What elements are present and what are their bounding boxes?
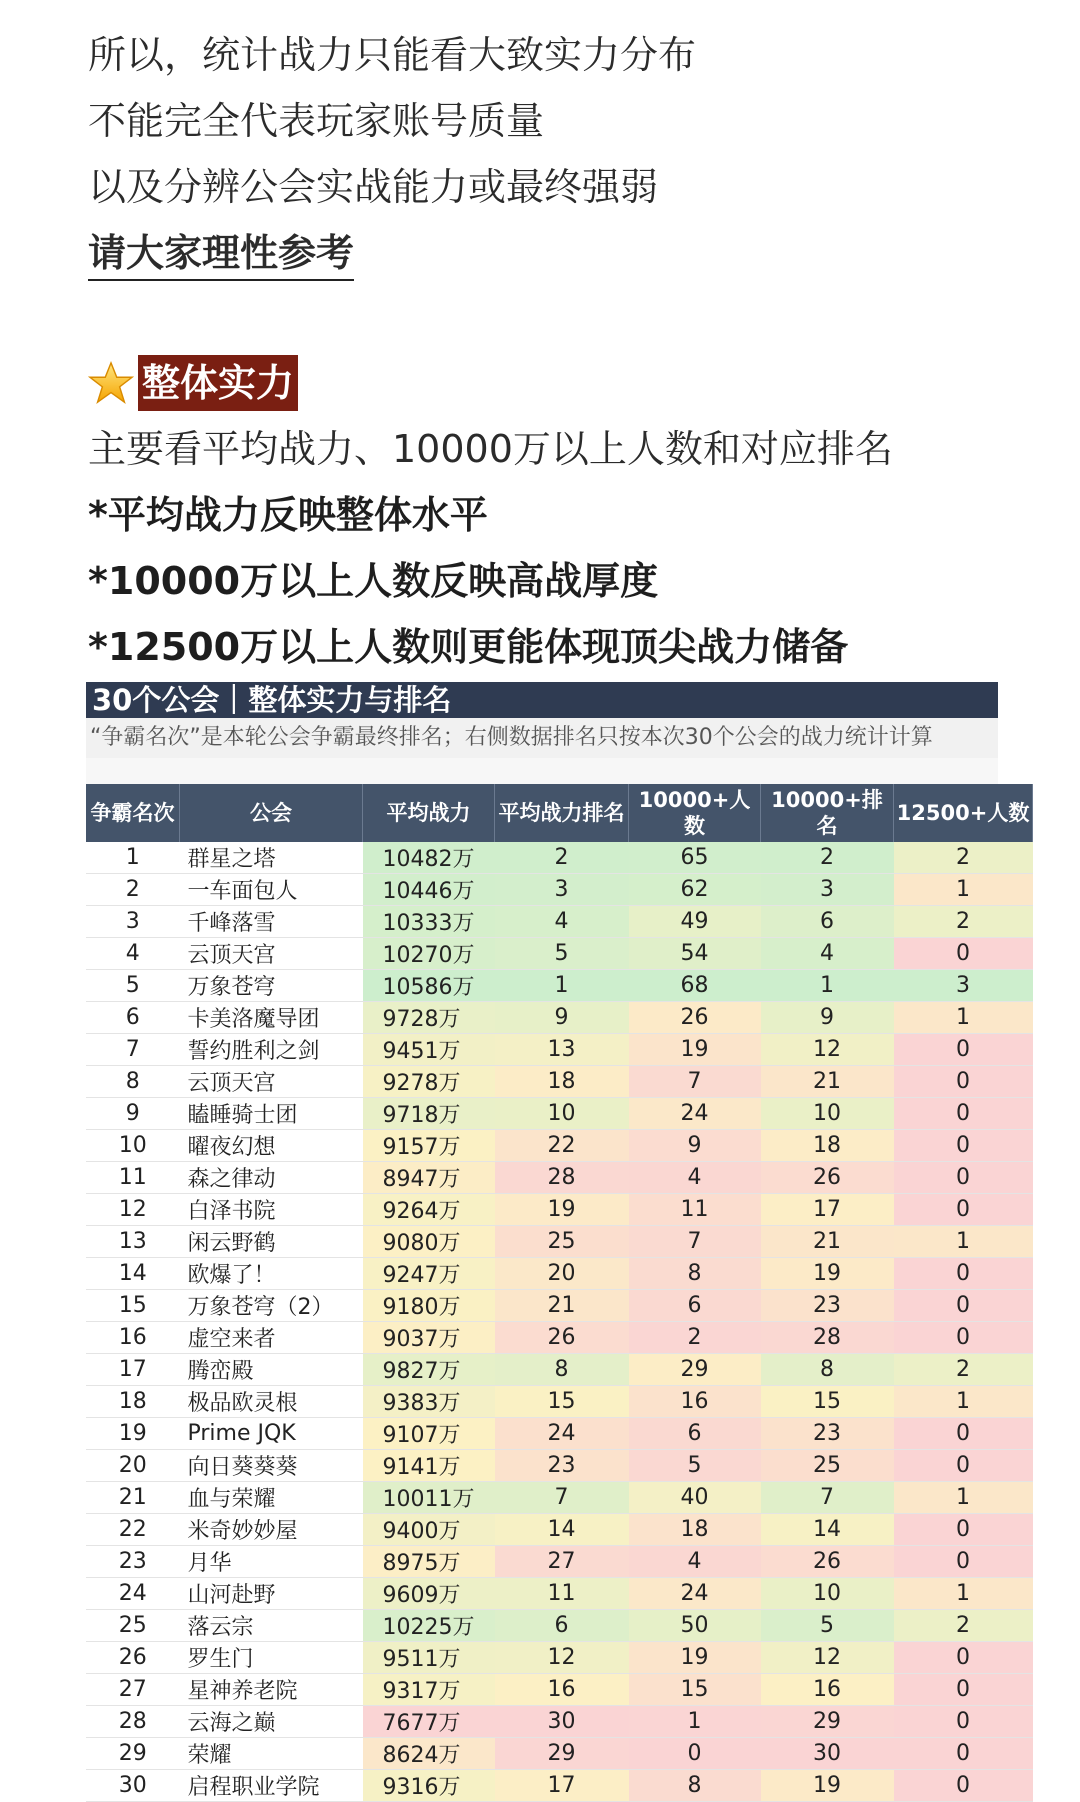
cell-rank: 20 (86, 1450, 180, 1482)
cell-12500-count: 0 (894, 1034, 1033, 1066)
table-row (86, 1002, 1033, 1034)
cell-12500-count: 0 (894, 1098, 1033, 1130)
intro-line-2: 不能完全代表玩家账号质量 (88, 99, 545, 143)
cell-average-power-rank: 13 (495, 1034, 629, 1066)
cell-average-power: 10011万 (363, 1482, 495, 1514)
table-row (86, 1610, 1033, 1642)
cell-average-power: 9317万 (363, 1674, 495, 1706)
cell-average-power: 9511万 (363, 1642, 495, 1674)
cell-10000-count: 4 (629, 1162, 761, 1194)
cell-10000-rank: 16 (761, 1674, 894, 1706)
cell-average-power: 9609万 (363, 1578, 495, 1610)
cell-rank: 21 (86, 1482, 180, 1514)
table-row (86, 1098, 1033, 1130)
cell-guild: Prime JQK (180, 1418, 363, 1450)
cell-10000-count: 5 (629, 1450, 761, 1482)
cell-average-power-rank: 11 (495, 1578, 629, 1610)
cell-10000-rank: 14 (761, 1514, 894, 1546)
table-row (86, 1162, 1033, 1194)
cell-10000-rank: 9 (761, 1002, 894, 1034)
cell-average-power-rank: 21 (495, 1290, 629, 1322)
cell-average-power-rank: 19 (495, 1194, 629, 1226)
cell-12500-count: 0 (894, 1514, 1033, 1546)
cell-10000-count: 26 (629, 1002, 761, 1034)
cell-guild: 卡美洛魔导团 (180, 1002, 363, 1034)
cell-10000-rank: 12 (761, 1642, 894, 1674)
cell-10000-rank: 23 (761, 1418, 894, 1450)
cell-10000-count: 18 (629, 1514, 761, 1546)
table-row (86, 1418, 1033, 1450)
cell-guild: 云顶天宫 (180, 1066, 363, 1098)
table-row (86, 1450, 1033, 1482)
cell-average-power: 9247万 (363, 1258, 495, 1290)
cell-average-power: 9728万 (363, 1002, 495, 1034)
cell-10000-rank: 5 (761, 1610, 894, 1642)
cell-10000-count: 7 (629, 1226, 761, 1258)
table-title: 30个公会｜整体实力与排名 (86, 682, 998, 718)
cell-average-power: 10482万 (363, 842, 495, 874)
cell-average-power: 9141万 (363, 1450, 495, 1482)
cell-average-power-rank: 18 (495, 1066, 629, 1098)
cell-12500-count: 0 (894, 1290, 1033, 1322)
guild-ranking-table (86, 682, 1030, 1800)
cell-rank: 14 (86, 1258, 180, 1290)
table-row (86, 906, 1033, 938)
emphasis-note: 请大家理性参考 (88, 227, 354, 281)
cell-10000-count: 24 (629, 1578, 761, 1610)
cell-10000-count: 7 (629, 1066, 761, 1098)
cell-guild: 森之律动 (180, 1162, 363, 1194)
cell-10000-rank: 6 (761, 906, 894, 938)
intro-line-1: 所以，统计战力只能看大致实力分布 (88, 33, 697, 77)
cell-10000-count: 16 (629, 1386, 761, 1418)
cell-average-power: 9400万 (363, 1514, 495, 1546)
cell-rank: 19 (86, 1418, 180, 1450)
header-rank: 争霸名次 (86, 784, 180, 842)
cell-average-power-rank: 20 (495, 1258, 629, 1290)
cell-10000-rank: 1 (761, 970, 894, 1002)
cell-guild: 万象苍穹 (180, 970, 363, 1002)
cell-12500-count: 1 (894, 1482, 1033, 1514)
cell-12500-count: 0 (894, 1738, 1033, 1770)
table-row (86, 1130, 1033, 1162)
cell-rank: 1 (86, 842, 180, 874)
cell-rank: 13 (86, 1226, 180, 1258)
cell-10000-count: 8 (629, 1258, 761, 1290)
cell-rank: 6 (86, 1002, 180, 1034)
cell-guild: 星神养老院 (180, 1674, 363, 1706)
cell-10000-rank: 12 (761, 1034, 894, 1066)
cell-guild: 瞌睡骑士团 (180, 1098, 363, 1130)
cell-rank: 12 (86, 1194, 180, 1226)
cell-rank: 9 (86, 1098, 180, 1130)
table-row (86, 1642, 1033, 1674)
cell-guild: 白泽书院 (180, 1194, 363, 1226)
cell-12500-count: 0 (894, 1418, 1033, 1450)
cell-guild: 千峰落雪 (180, 906, 363, 938)
cell-rank: 5 (86, 970, 180, 1002)
cell-10000-rank: 21 (761, 1226, 894, 1258)
table-row (86, 842, 1033, 874)
cell-average-power: 10586万 (363, 970, 495, 1002)
table-row (86, 874, 1033, 906)
header-12500-count: 12500+人数 (894, 784, 1033, 842)
cell-12500-count: 0 (894, 1258, 1033, 1290)
cell-guild: 虚空来者 (180, 1322, 363, 1354)
cell-10000-rank: 19 (761, 1258, 894, 1290)
cell-rank: 4 (86, 938, 180, 970)
cell-10000-rank: 29 (761, 1706, 894, 1738)
cell-10000-rank: 10 (761, 1098, 894, 1130)
cell-10000-rank: 10 (761, 1578, 894, 1610)
cell-10000-count: 19 (629, 1034, 761, 1066)
cell-average-power-rank: 1 (495, 970, 629, 1002)
cell-10000-rank: 17 (761, 1194, 894, 1226)
cell-average-power: 10225万 (363, 1610, 495, 1642)
cell-10000-count: 62 (629, 874, 761, 906)
intro-text (88, 22, 696, 286)
cell-guild: 血与荣耀 (180, 1482, 363, 1514)
cell-average-power: 8947万 (363, 1162, 495, 1194)
cell-guild: 群星之塔 (180, 842, 363, 874)
section-title: 整体实力 (138, 355, 298, 411)
cell-average-power-rank: 10 (495, 1098, 629, 1130)
table-row (86, 1386, 1033, 1418)
table-row (86, 1226, 1033, 1258)
cell-10000-count: 2 (629, 1322, 761, 1354)
cell-average-power: 8624万 (363, 1738, 495, 1770)
table-row (86, 970, 1033, 1002)
cell-10000-count: 49 (629, 906, 761, 938)
table-row (86, 1738, 1033, 1770)
cell-10000-count: 1 (629, 1706, 761, 1738)
cell-average-power: 9827万 (363, 1354, 495, 1386)
cell-10000-rank: 28 (761, 1322, 894, 1354)
cell-average-power: 9037万 (363, 1322, 495, 1354)
table-row (86, 1258, 1033, 1290)
cell-10000-rank: 30 (761, 1738, 894, 1770)
cell-average-power-rank: 8 (495, 1354, 629, 1386)
cell-guild: 誓约胜利之剑 (180, 1034, 363, 1066)
cell-average-power-rank: 12 (495, 1642, 629, 1674)
star-icon (88, 360, 134, 406)
table-row (86, 1546, 1033, 1578)
cell-average-power-rank: 6 (495, 1610, 629, 1642)
table-row (86, 1290, 1033, 1322)
cell-rank: 11 (86, 1162, 180, 1194)
table-row (86, 1322, 1033, 1354)
cell-rank: 26 (86, 1642, 180, 1674)
note-12500-count: *12500万以上人数则更能体现顶尖战力储备 (88, 625, 849, 669)
cell-12500-count: 0 (894, 1642, 1033, 1674)
cell-10000-count: 11 (629, 1194, 761, 1226)
cell-guild: 腾峦殿 (180, 1354, 363, 1386)
cell-12500-count: 1 (894, 1386, 1033, 1418)
cell-rank: 24 (86, 1578, 180, 1610)
cell-10000-rank: 23 (761, 1290, 894, 1322)
cell-10000-rank: 4 (761, 938, 894, 970)
cell-10000-rank: 8 (761, 1354, 894, 1386)
cell-average-power-rank: 30 (495, 1706, 629, 1738)
header-10000-count: 10000+人数 (629, 784, 761, 842)
cell-average-power: 9718万 (363, 1098, 495, 1130)
cell-10000-count: 68 (629, 970, 761, 1002)
cell-average-power: 10446万 (363, 874, 495, 906)
cell-12500-count: 2 (894, 842, 1033, 874)
cell-12500-count: 0 (894, 1194, 1033, 1226)
cell-average-power-rank: 22 (495, 1130, 629, 1162)
cell-guild: 万象苍穹（2） (180, 1290, 363, 1322)
intro-line-3: 以及分辨公会实战能力或最终强弱 (88, 165, 659, 209)
table-note: “争霸名次”是本轮公会争霸最终排名；右侧数据排名只按本次30个公会的战力统计计算 (86, 718, 998, 758)
cell-average-power-rank: 15 (495, 1386, 629, 1418)
cell-rank: 2 (86, 874, 180, 906)
cell-average-power-rank: 3 (495, 874, 629, 906)
cell-guild: 欧爆了！ (180, 1258, 363, 1290)
section-subtitle: 主要看平均战力、10000万以上人数和对应排名 (88, 427, 893, 471)
cell-average-power-rank: 4 (495, 906, 629, 938)
cell-12500-count: 1 (894, 1226, 1033, 1258)
table-row (86, 1674, 1033, 1706)
cell-12500-count: 0 (894, 1674, 1033, 1706)
cell-10000-rank: 26 (761, 1546, 894, 1578)
overall-strength-section (88, 350, 893, 680)
cell-12500-count: 3 (894, 970, 1033, 1002)
cell-rank: 22 (86, 1514, 180, 1546)
cell-12500-count: 2 (894, 906, 1033, 938)
cell-10000-rank: 3 (761, 874, 894, 906)
cell-average-power: 7677万 (363, 1706, 495, 1738)
cell-average-power-rank: 23 (495, 1450, 629, 1482)
cell-rank: 7 (86, 1034, 180, 1066)
cell-10000-count: 54 (629, 938, 761, 970)
cell-rank: 10 (86, 1130, 180, 1162)
note-average-power: *平均战力反映整体水平 (88, 493, 488, 537)
cell-average-power-rank: 24 (495, 1418, 629, 1450)
table-row (86, 1578, 1033, 1610)
cell-12500-count: 0 (894, 1546, 1033, 1578)
cell-average-power: 9107万 (363, 1418, 495, 1450)
cell-rank: 27 (86, 1674, 180, 1706)
cell-rank: 3 (86, 906, 180, 938)
cell-12500-count: 0 (894, 1322, 1033, 1354)
cell-12500-count: 0 (894, 1706, 1033, 1738)
cell-average-power: 9264万 (363, 1194, 495, 1226)
cell-10000-count: 29 (629, 1354, 761, 1386)
table-row (86, 1066, 1033, 1098)
cell-guild: 落云宗 (180, 1610, 363, 1642)
cell-guild: 月华 (180, 1546, 363, 1578)
cell-10000-count: 50 (629, 1610, 761, 1642)
cell-10000-count: 40 (629, 1482, 761, 1514)
cell-rank: 29 (86, 1738, 180, 1770)
cell-10000-count: 4 (629, 1546, 761, 1578)
cell-average-power: 9383万 (363, 1386, 495, 1418)
cell-10000-rank: 19 (761, 1770, 894, 1802)
cell-average-power: 9080万 (363, 1226, 495, 1258)
cell-average-power-rank: 16 (495, 1674, 629, 1706)
header-10000-rank: 10000+排名 (761, 784, 894, 842)
table-row (86, 1706, 1033, 1738)
cell-average-power-rank: 2 (495, 842, 629, 874)
cell-12500-count: 0 (894, 1770, 1033, 1802)
cell-10000-count: 0 (629, 1738, 761, 1770)
cell-10000-count: 24 (629, 1098, 761, 1130)
cell-10000-count: 6 (629, 1418, 761, 1450)
cell-10000-rank: 25 (761, 1450, 894, 1482)
cell-12500-count: 0 (894, 1066, 1033, 1098)
table-row (86, 1770, 1033, 1802)
cell-rank: 28 (86, 1706, 180, 1738)
note-10000-count: *10000万以上人数反映高战厚度 (88, 559, 659, 603)
table-row (86, 1482, 1033, 1514)
cell-12500-count: 1 (894, 874, 1033, 906)
table-row (86, 1034, 1033, 1066)
cell-average-power-rank: 5 (495, 938, 629, 970)
cell-average-power-rank: 9 (495, 1002, 629, 1034)
cell-10000-rank: 26 (761, 1162, 894, 1194)
cell-average-power: 9180万 (363, 1290, 495, 1322)
cell-average-power: 9157万 (363, 1130, 495, 1162)
cell-average-power: 9451万 (363, 1034, 495, 1066)
cell-average-power-rank: 29 (495, 1738, 629, 1770)
header-average-power-rank: 平均战力排名 (495, 784, 629, 842)
cell-12500-count: 0 (894, 938, 1033, 970)
header-average-power: 平均战力 (363, 784, 495, 842)
cell-average-power: 10333万 (363, 906, 495, 938)
cell-rank: 18 (86, 1386, 180, 1418)
cell-10000-rank: 2 (761, 842, 894, 874)
cell-average-power-rank: 14 (495, 1514, 629, 1546)
cell-10000-rank: 21 (761, 1066, 894, 1098)
cell-rank: 23 (86, 1546, 180, 1578)
cell-12500-count: 1 (894, 1578, 1033, 1610)
table-row (86, 938, 1033, 970)
cell-12500-count: 1 (894, 1002, 1033, 1034)
cell-average-power: 9316万 (363, 1770, 495, 1802)
cell-guild: 曜夜幻想 (180, 1130, 363, 1162)
cell-average-power-rank: 28 (495, 1162, 629, 1194)
cell-average-power-rank: 27 (495, 1546, 629, 1578)
cell-guild: 山河赴野 (180, 1578, 363, 1610)
cell-guild: 启程职业学院 (180, 1770, 363, 1802)
cell-average-power-rank: 17 (495, 1770, 629, 1802)
cell-10000-rank: 18 (761, 1130, 894, 1162)
cell-10000-count: 9 (629, 1130, 761, 1162)
cell-rank: 8 (86, 1066, 180, 1098)
cell-guild: 向日葵葵葵 (180, 1450, 363, 1482)
table-row (86, 1194, 1033, 1226)
cell-rank: 17 (86, 1354, 180, 1386)
cell-average-power: 10270万 (363, 938, 495, 970)
cell-12500-count: 2 (894, 1354, 1033, 1386)
cell-average-power-rank: 25 (495, 1226, 629, 1258)
cell-12500-count: 0 (894, 1130, 1033, 1162)
cell-rank: 30 (86, 1770, 180, 1802)
cell-guild: 闲云野鹤 (180, 1226, 363, 1258)
cell-rank: 15 (86, 1290, 180, 1322)
table-header-row (86, 784, 1033, 842)
header-guild: 公会 (180, 784, 363, 842)
cell-average-power: 8975万 (363, 1546, 495, 1578)
cell-average-power: 9278万 (363, 1066, 495, 1098)
cell-guild: 云海之巅 (180, 1706, 363, 1738)
cell-10000-rank: 7 (761, 1482, 894, 1514)
cell-average-power-rank: 7 (495, 1482, 629, 1514)
cell-guild: 一车面包人 (180, 874, 363, 906)
cell-guild: 极品欧灵根 (180, 1386, 363, 1418)
cell-average-power-rank: 26 (495, 1322, 629, 1354)
cell-guild: 罗生门 (180, 1642, 363, 1674)
table-row (86, 1354, 1033, 1386)
cell-guild: 云顶天宫 (180, 938, 363, 970)
cell-rank: 25 (86, 1610, 180, 1642)
table-row (86, 1514, 1033, 1546)
cell-10000-count: 8 (629, 1770, 761, 1802)
cell-12500-count: 2 (894, 1610, 1033, 1642)
cell-10000-rank: 15 (761, 1386, 894, 1418)
cell-10000-count: 65 (629, 842, 761, 874)
cell-guild: 米奇妙妙屋 (180, 1514, 363, 1546)
cell-10000-count: 15 (629, 1674, 761, 1706)
cell-12500-count: 0 (894, 1162, 1033, 1194)
cell-rank: 16 (86, 1322, 180, 1354)
cell-10000-count: 6 (629, 1290, 761, 1322)
cell-12500-count: 0 (894, 1450, 1033, 1482)
cell-10000-count: 19 (629, 1642, 761, 1674)
cell-guild: 荣耀 (180, 1738, 363, 1770)
